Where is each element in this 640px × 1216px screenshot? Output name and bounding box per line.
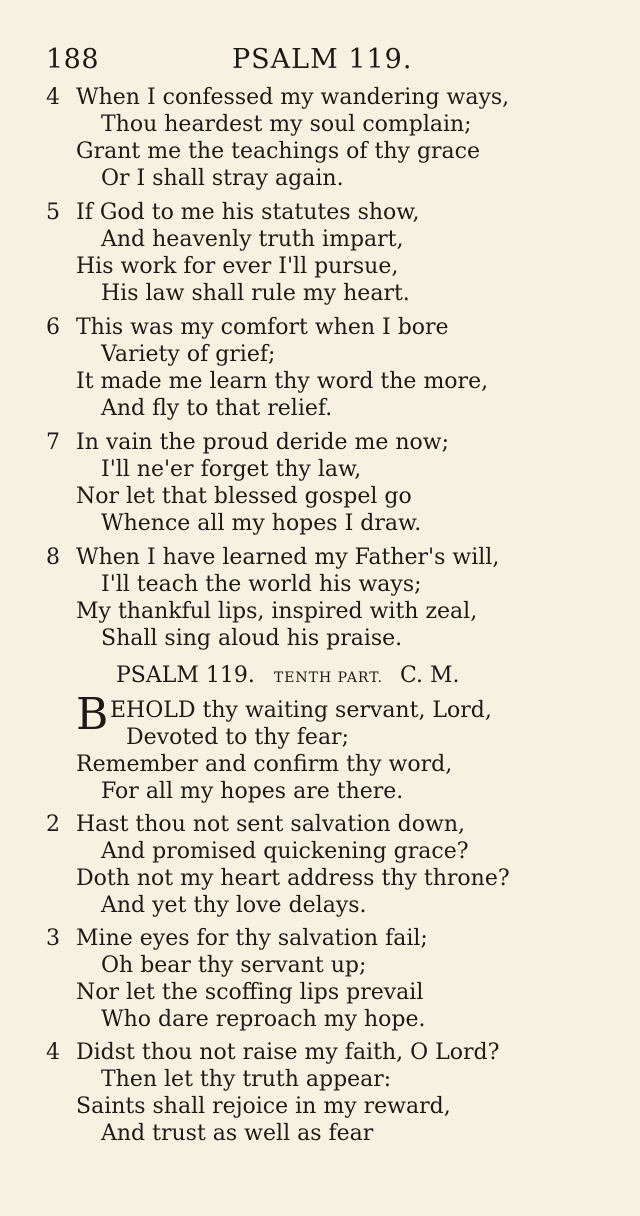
verse-number: 7 bbox=[46, 430, 60, 455]
verse-line: Didst thou not raise my faith, O Lord? bbox=[76, 1040, 500, 1065]
verse-line: Nor let the scoffing lips prevail bbox=[76, 980, 424, 1005]
verse-line: In vain the proud deride me now; bbox=[76, 430, 449, 455]
verse-line: Grant me the teachings of thy grace bbox=[76, 139, 481, 164]
verse-line: Thou heardest my soul complain; bbox=[101, 112, 472, 137]
verse-line: Remember and confirm thy word, bbox=[76, 752, 453, 777]
running-title: PSALM 119. bbox=[232, 44, 413, 75]
verse-line: This was my comfort when I bore bbox=[76, 315, 449, 340]
verse-line: For all my hopes are there. bbox=[101, 779, 404, 804]
verse-line: Oh bear thy servant up; bbox=[101, 953, 367, 978]
verse-line: His law shall rule my heart. bbox=[101, 281, 410, 306]
bleed-through-shadow bbox=[530, 80, 640, 1160]
verse-line: Variety of grief; bbox=[101, 342, 276, 367]
verse-number: 8 bbox=[46, 545, 60, 570]
verse-line: Nor let that blessed gospel go bbox=[76, 484, 412, 509]
section-part: TENTH PART. bbox=[273, 670, 383, 686]
verse-line: Shall sing aloud his praise. bbox=[101, 626, 403, 651]
verse-line: Doth not my heart address thy throne? bbox=[76, 866, 510, 891]
verse-line: It made me learn thy word the more, bbox=[76, 369, 489, 394]
verse-line: And trust as well as fear bbox=[101, 1121, 374, 1146]
verse-line: If God to me his statutes show, bbox=[76, 200, 420, 225]
verse-line: His work for ever I'll pursue, bbox=[76, 254, 399, 279]
verse-line: Or I shall stray again. bbox=[101, 166, 344, 191]
verse-line: Hast thou not sent salvation down, bbox=[76, 812, 465, 837]
verse-number: 4 bbox=[46, 85, 60, 110]
verse-number: 2 bbox=[46, 812, 60, 837]
verse-line: Whence all my hopes I draw. bbox=[101, 511, 422, 536]
verse-line: And yet thy love delays. bbox=[101, 893, 367, 918]
verse-line: I'll ne'er forget thy law, bbox=[101, 457, 362, 482]
page-number: 188 bbox=[46, 44, 100, 75]
verse-line: I'll teach the world his ways; bbox=[101, 572, 422, 597]
verse-line: When I confessed my wandering ways, bbox=[76, 85, 510, 110]
verse-line: When I have learned my Father's will, bbox=[76, 545, 500, 570]
verse-line: Then let thy truth appear: bbox=[101, 1067, 392, 1092]
verse-line: And promised quickening grace? bbox=[101, 839, 469, 864]
verse-line: Devoted to thy fear; bbox=[126, 725, 349, 750]
verse-line: EHOLD thy waiting servant, Lord, bbox=[110, 698, 492, 723]
verse-number: 3 bbox=[46, 926, 60, 951]
verse-line: Who dare reproach my hope. bbox=[101, 1007, 426, 1032]
verse-line: And heavenly truth impart, bbox=[101, 227, 404, 252]
section-title: PSALM 119. bbox=[116, 663, 255, 688]
verse-number: 5 bbox=[46, 200, 60, 225]
page-header bbox=[46, 44, 546, 84]
verse-line: Mine eyes for thy salvation fail; bbox=[76, 926, 428, 951]
verse-line: Saints shall rejoice in my reward, bbox=[76, 1094, 451, 1119]
verse-line: My thankful lips, inspired with zeal, bbox=[76, 599, 478, 624]
verse-number: 6 bbox=[46, 315, 60, 340]
section-heading bbox=[116, 661, 460, 693]
drop-cap: B bbox=[76, 689, 109, 740]
verse-line: And fly to that relief. bbox=[101, 396, 333, 421]
verse-number: 4 bbox=[46, 1040, 60, 1065]
section-meter: C. M. bbox=[399, 663, 460, 688]
